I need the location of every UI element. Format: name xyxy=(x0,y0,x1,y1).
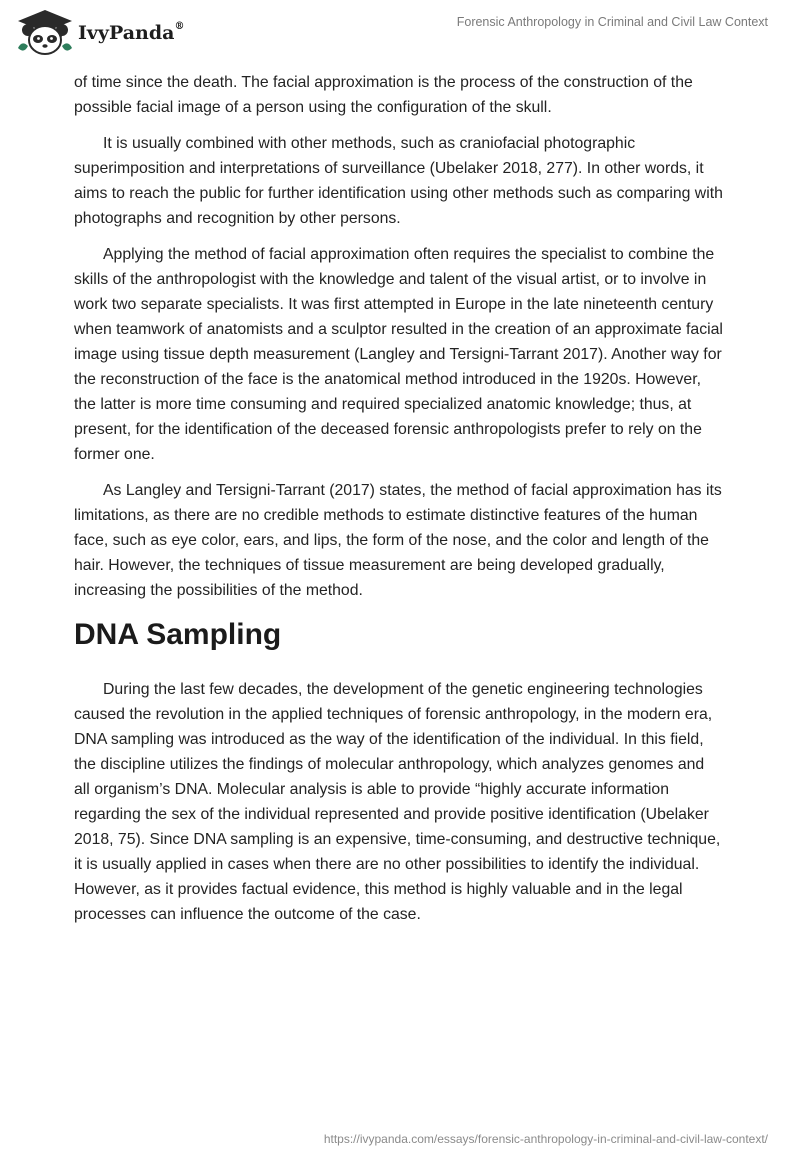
registered-mark: ® xyxy=(174,20,185,32)
section-heading: DNA Sampling xyxy=(74,618,282,651)
paragraph: Applying the method of facial approximation often requires the specialist to combine the skills of the anthropologist with the knowledge and talent of the visual artist, or to involve in work two separate specialists. It was first attempted in Europe in the late nineteenth century when teamwork of anatomists and a sculptor resulted in the creation of an approximate facial image using tissue depth measurement (Langley and Tersigni-Tarrant 2017). Another way for the reconstruction of the face is the anatomical method introduced in the 1920s. However, the latter is more time consuming and required specialized anatomic knowledge; thus, at present, for the identification of the deceased forensic anthropologists prefer to rely on the former one. xyxy=(74,246,723,463)
paragraph: of time since the death. The facial approximation is the process of the construction of the possible facial image of a person using the configuration of the skull. xyxy=(74,74,693,116)
paragraph: During the last few decades, the development of the genetic engineering technologies caused the revolution in the applied techniques of forensic anthropology, in the modern era, DNA sampling was introduced as the way of the identification of the individual. In this field, the discipline utilizes the findings of molecular anthropology, which analyzes genomes and all organism’s DNA. Molecular analysis is able to provide “highly accurate information regarding the sex of the individual represented and provide positive identification (Ubelaker 2018, 75). Since DNA sampling is an expensive, time-consuming, and destructive technique, it is usually applied in cases when there are no other possibilities to identify the individual. However, as it provides factual evidence, this method is highly valuable and in the legal processes can influence the outcome of the case. xyxy=(74,681,721,923)
panda-logo-icon xyxy=(14,8,76,58)
essay-content xyxy=(74,70,724,938)
source-url-link[interactable]: https://ivypanda.com/essays/forensic-anthropology-in-criminal-and-civil-law-context/ xyxy=(323,1132,768,1146)
brand-name: IvyPanda® xyxy=(78,20,185,44)
page-header xyxy=(0,0,800,64)
ivypanda-logo-link[interactable] xyxy=(14,8,76,58)
running-title: Forensic Anthropology in Criminal and Civil Law Context xyxy=(456,15,768,29)
paragraph: As Langley and Tersigni-Tarrant (2017) states, the method of facial approximation has its limitations, as there are no credible methods to estimate distinctive features of the human face, such as eye color, ears, and lips, the form of the nose, and the color and length of the hair. However, the techniques of tissue measurement are being developed gradually, increasing the possibilities of the method. xyxy=(74,482,722,599)
paragraph: It is usually combined with other methods, such as craniofacial photographic superimposition and interpretations of surveillance (Ubelaker 2018, 277). In other words, it aims to reach the public for further identification using other methods such as comparing with photographs and recognition by other persons. xyxy=(74,135,723,227)
